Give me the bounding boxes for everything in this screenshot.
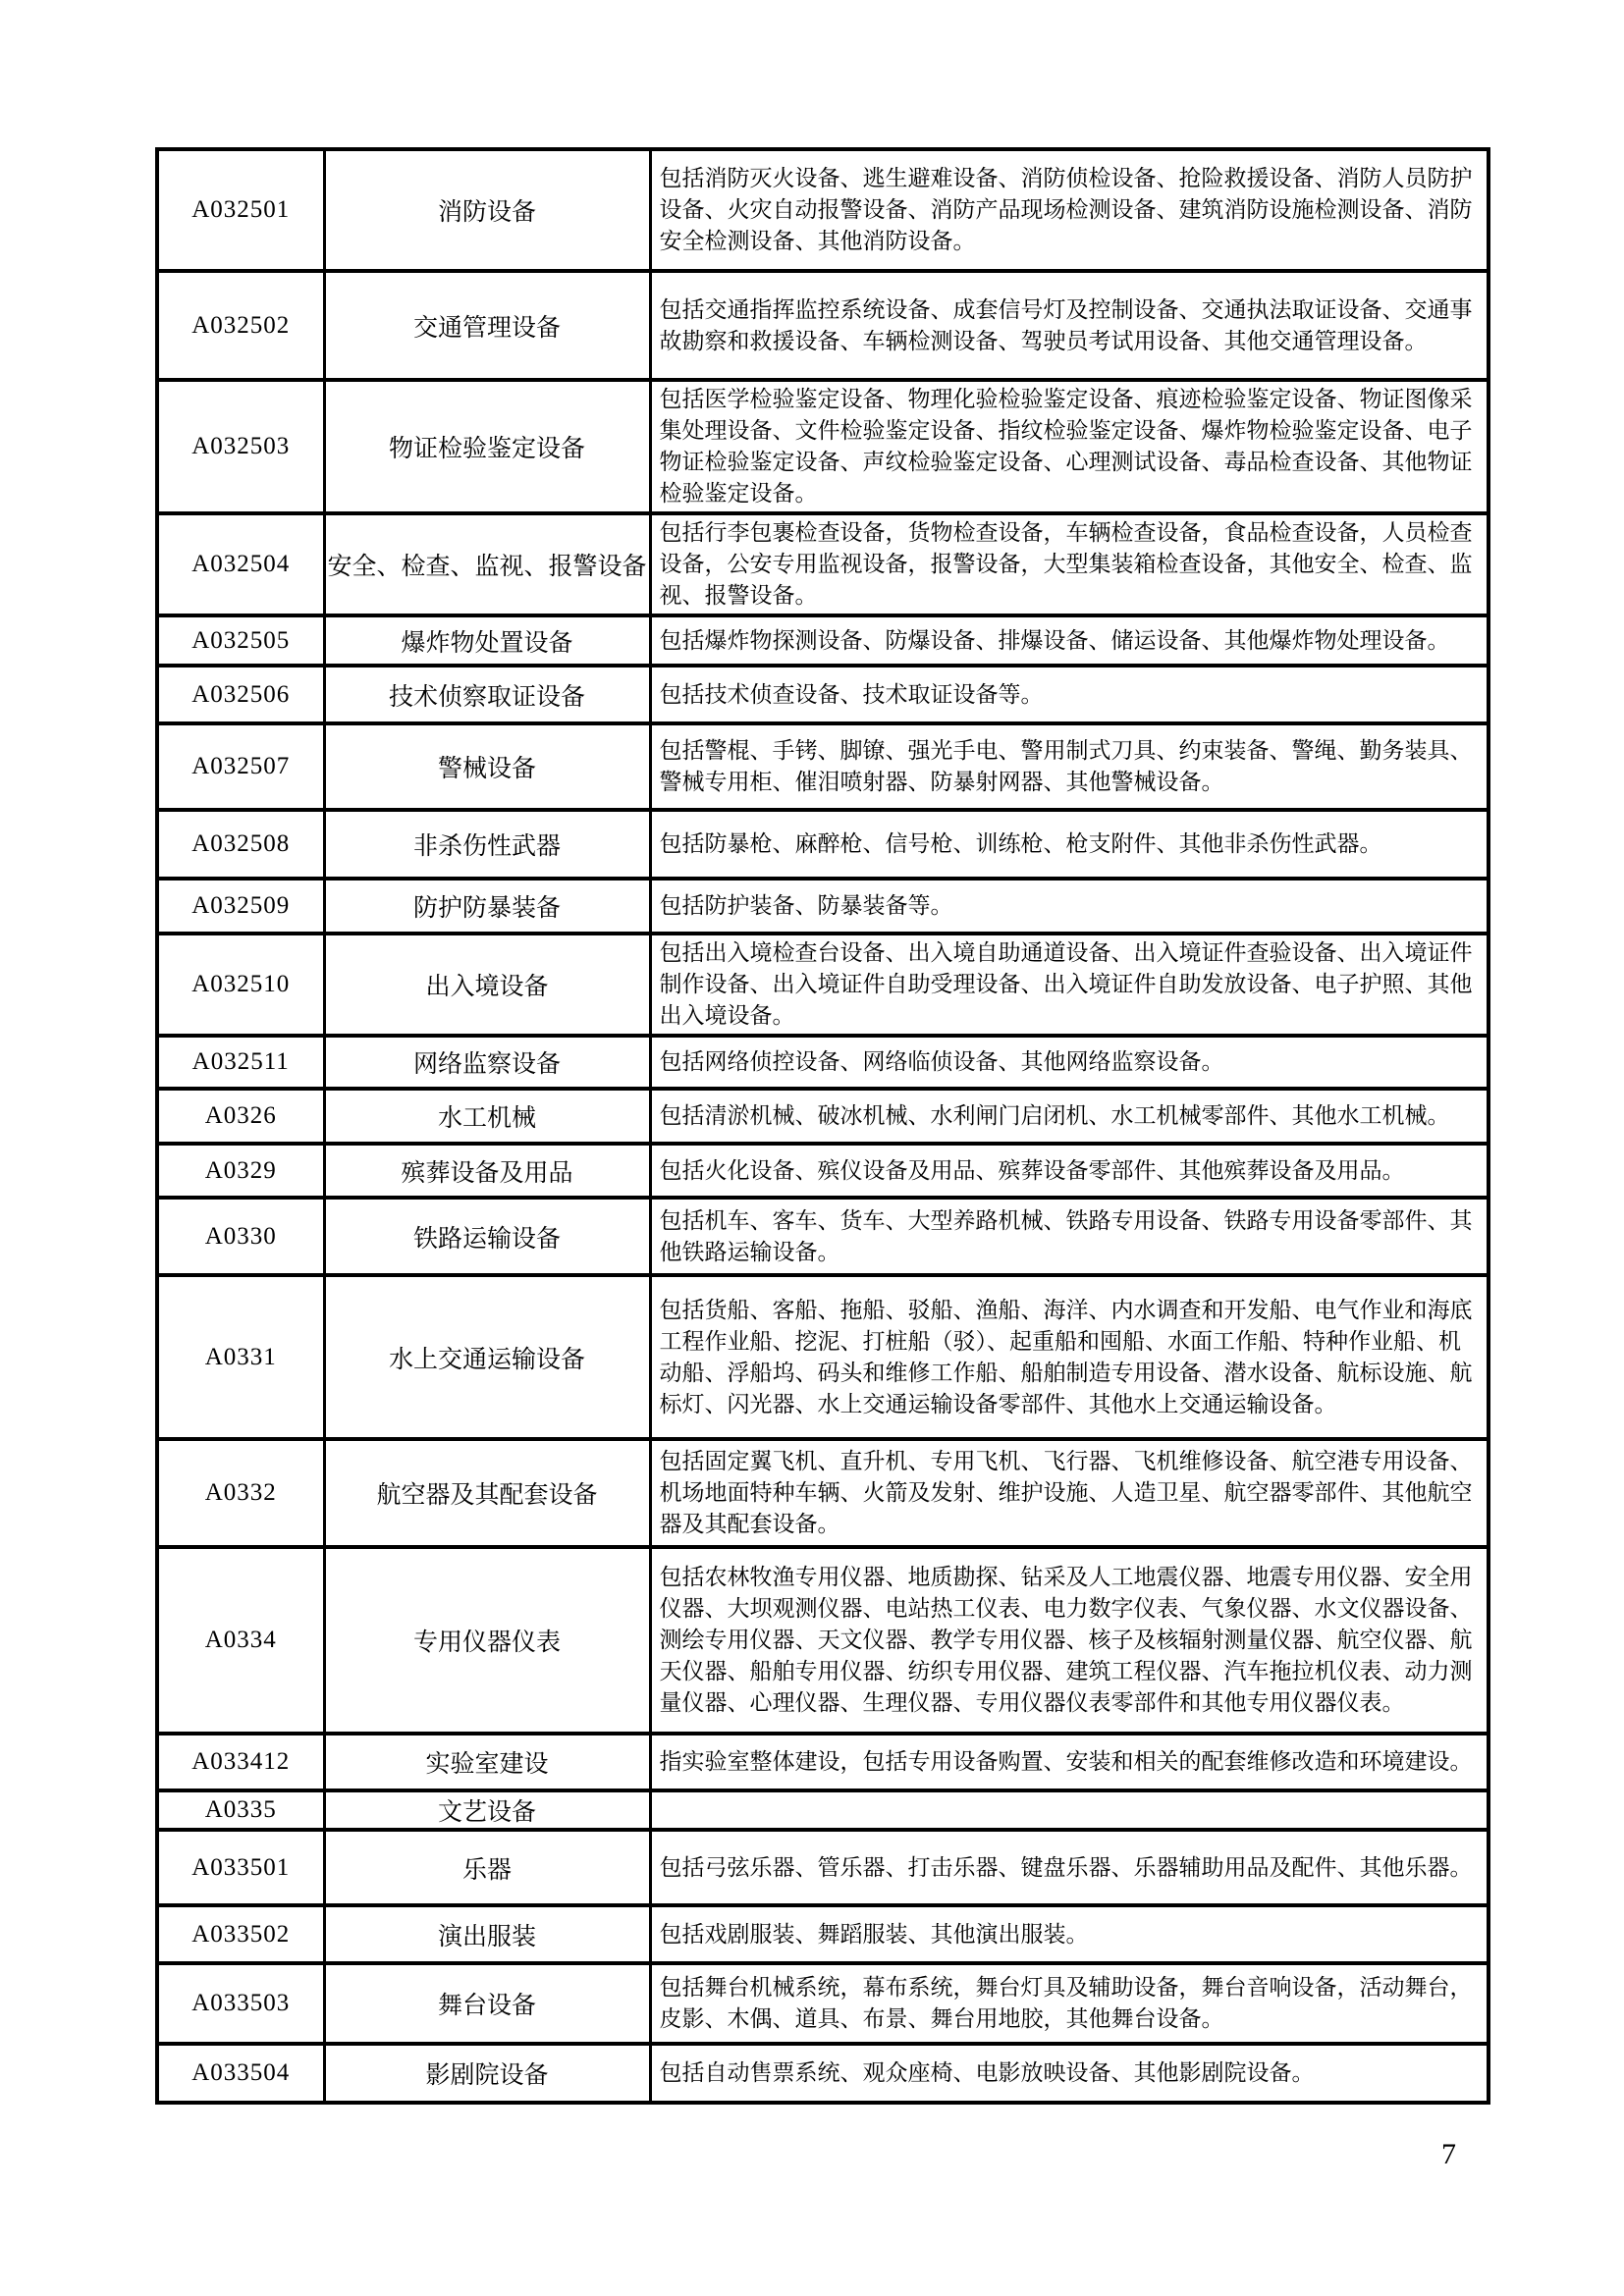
name-cell: 文艺设备 xyxy=(324,1790,650,1830)
code-cell: A033502 xyxy=(157,1905,324,1963)
name-cell: 航空器及其配套设备 xyxy=(324,1439,650,1547)
code-cell: A0330 xyxy=(157,1198,324,1275)
name-cell: 实验室建设 xyxy=(324,1734,650,1790)
name-cell: 铁路运输设备 xyxy=(324,1198,650,1275)
table-row xyxy=(157,271,1489,380)
table-row xyxy=(157,1089,1489,1144)
code-cell: A032510 xyxy=(157,934,324,1036)
description-cell: 包括警棍、手铐、脚镣、强光手电、警用制式刀具、约束装备、警绳、勤务装具、警械专用柜、催泪喷射器、防暴射网器、其他警械设备。 xyxy=(650,723,1489,810)
table-row xyxy=(157,1439,1489,1547)
description-cell: 包括爆炸物探测设备、防爆设备、排爆设备、储运设备、其他爆炸物处理设备。 xyxy=(650,615,1489,666)
table-row xyxy=(157,723,1489,810)
table-row xyxy=(157,2044,1489,2103)
description-cell: 包括网络侦控设备、网络临侦设备、其他网络监察设备。 xyxy=(650,1036,1489,1089)
code-cell: A032511 xyxy=(157,1036,324,1089)
code-cell: A033504 xyxy=(157,2044,324,2103)
name-cell: 消防设备 xyxy=(324,149,650,271)
table-row xyxy=(157,666,1489,723)
code-cell: A0331 xyxy=(157,1275,324,1439)
description-cell: 包括出入境检查台设备、出入境自助通道设备、出入境证件查验设备、出入境证件制作设备、出入境证件自助受理设备、出入境证件自助发放设备、电子护照、其他出入境设备。 xyxy=(650,934,1489,1036)
code-cell: A032506 xyxy=(157,666,324,723)
code-cell: A0326 xyxy=(157,1089,324,1144)
name-cell: 网络监察设备 xyxy=(324,1036,650,1089)
code-cell: A032503 xyxy=(157,380,324,513)
table-row xyxy=(157,513,1489,615)
page-number: 7 xyxy=(1441,2138,1456,2170)
name-cell: 警械设备 xyxy=(324,723,650,810)
code-cell: A032507 xyxy=(157,723,324,810)
description-cell: 包括火化设备、殡仪设备及用品、殡葬设备零部件、其他殡葬设备及用品。 xyxy=(650,1144,1489,1198)
name-cell: 殡葬设备及用品 xyxy=(324,1144,650,1198)
code-cell: A032508 xyxy=(157,810,324,879)
table-row xyxy=(157,810,1489,879)
name-cell: 演出服装 xyxy=(324,1905,650,1963)
name-cell: 技术侦察取证设备 xyxy=(324,666,650,723)
name-cell: 非杀伤性武器 xyxy=(324,810,650,879)
table-row xyxy=(157,934,1489,1036)
description-cell: 包括技术侦查设备、技术取证设备等。 xyxy=(650,666,1489,723)
table-row xyxy=(157,1790,1489,1830)
name-cell: 影剧院设备 xyxy=(324,2044,650,2103)
table-row xyxy=(157,1198,1489,1275)
code-cell: A0334 xyxy=(157,1547,324,1734)
table-row xyxy=(157,1275,1489,1439)
table-row xyxy=(157,380,1489,513)
code-cell: A0335 xyxy=(157,1790,324,1830)
classification-table xyxy=(155,147,1490,2105)
table-row xyxy=(157,149,1489,271)
code-cell: A032502 xyxy=(157,271,324,380)
table-row xyxy=(157,1963,1489,2044)
table-row xyxy=(157,615,1489,666)
description-cell: 包括戏剧服装、舞蹈服装、其他演出服装。 xyxy=(650,1905,1489,1963)
description-cell xyxy=(650,1790,1489,1830)
name-cell: 防护防暴装备 xyxy=(324,879,650,934)
name-cell: 水上交通运输设备 xyxy=(324,1275,650,1439)
description-cell: 包括消防灭火设备、逃生避难设备、消防侦检设备、抢险救援设备、消防人员防护设备、火灾自动报警设备、消防产品现场检测设备、建筑消防设施检测设备、消防安全检测设备、其他消防设备。 xyxy=(650,149,1489,271)
table-row xyxy=(157,879,1489,934)
description-cell: 包括农林牧渔专用仪器、地质勘探、钻采及人工地震仪器、地震专用仪器、安全用仪器、大坝观测仪器、电站热工仪表、电力数字仪表、气象仪器、水文仪器设备、测绘专用仪器、天文仪器、教学专用仪器、核子及核辐射测量仪器、航空仪器、航天仪器、船舶专用仪器、纺织专用仪器、建筑工程仪器、汽车拖拉机仪表、动力测量仪器、心理仪器、生理仪器、专用仪器仪表零部件和其他专用仪器仪表。 xyxy=(650,1547,1489,1734)
code-cell: A033503 xyxy=(157,1963,324,2044)
name-cell: 舞台设备 xyxy=(324,1963,650,2044)
description-cell: 包括交通指挥监控系统设备、成套信号灯及控制设备、交通执法取证设备、交通事故勘察和救援设备、车辆检测设备、驾驶员考试用设备、其他交通管理设备。 xyxy=(650,271,1489,380)
table-row xyxy=(157,1036,1489,1089)
table-row xyxy=(157,1905,1489,1963)
table-row xyxy=(157,1830,1489,1905)
name-cell: 出入境设备 xyxy=(324,934,650,1036)
description-cell: 包括清淤机械、破冰机械、水利闸门启闭机、水工机械零部件、其他水工机械。 xyxy=(650,1089,1489,1144)
description-cell: 包括医学检验鉴定设备、物理化验检验鉴定设备、痕迹检验鉴定设备、物证图像采集处理设备、文件检验鉴定设备、指纹检验鉴定设备、爆炸物检验鉴定设备、电子物证检验鉴定设备、声纹检验鉴定设备、心理测试设备、毒品检查设备、其他物证检验鉴定设备。 xyxy=(650,380,1489,513)
code-cell: A032505 xyxy=(157,615,324,666)
description-cell: 包括防护装备、防暴装备等。 xyxy=(650,879,1489,934)
name-cell: 专用仪器仪表 xyxy=(324,1547,650,1734)
table-row xyxy=(157,1734,1489,1790)
description-cell: 包括弓弦乐器、管乐器、打击乐器、键盘乐器、乐器辅助用品及配件、其他乐器。 xyxy=(650,1830,1489,1905)
description-cell: 包括机车、客车、货车、大型养路机械、铁路专用设备、铁路专用设备零部件、其他铁路运输设备。 xyxy=(650,1198,1489,1275)
code-cell: A0332 xyxy=(157,1439,324,1547)
table-row xyxy=(157,1547,1489,1734)
code-cell: A033501 xyxy=(157,1830,324,1905)
description-cell: 指实验室整体建设，包括专用设备购置、安装和相关的配套维修改造和环境建设。 xyxy=(650,1734,1489,1790)
name-cell: 爆炸物处置设备 xyxy=(324,615,650,666)
table-row xyxy=(157,1144,1489,1198)
description-cell: 包括自动售票系统、观众座椅、电影放映设备、其他影剧院设备。 xyxy=(650,2044,1489,2103)
code-cell: A033412 xyxy=(157,1734,324,1790)
name-cell: 安全、检查、监视、报警设备 xyxy=(324,513,650,615)
code-cell: A032504 xyxy=(157,513,324,615)
description-cell: 包括舞台机械系统，幕布系统，舞台灯具及辅助设备，舞台音响设备，活动舞台，皮影、木偶、道具、布景、舞台用地胶，其他舞台设备。 xyxy=(650,1963,1489,2044)
name-cell: 物证检验鉴定设备 xyxy=(324,380,650,513)
name-cell: 乐器 xyxy=(324,1830,650,1905)
description-cell: 包括行李包裹检查设备，货物检查设备，车辆检查设备，食品检查设备，人员检查设备，公安专用监视设备，报警设备，大型集装箱检查设备，其他安全、检查、监视、报警设备。 xyxy=(650,513,1489,615)
code-cell: A032509 xyxy=(157,879,324,934)
description-cell: 包括防暴枪、麻醉枪、信号枪、训练枪、枪支附件、其他非杀伤性武器。 xyxy=(650,810,1489,879)
code-cell: A0329 xyxy=(157,1144,324,1198)
code-cell: A032501 xyxy=(157,149,324,271)
name-cell: 交通管理设备 xyxy=(324,271,650,380)
description-cell: 包括货船、客船、拖船、驳船、渔船、海洋、内水调查和开发船、电气作业和海底工程作业船、挖泥、打桩船（驳）、起重船和囤船、水面工作船、特种作业船、机动船、浮船坞、码头和维修工作船、船舶制造专用设备、潜水设备、航标设施、航标灯、闪光器、水上交通运输设备零部件、其他水上交通运输设备。 xyxy=(650,1275,1489,1439)
description-cell: 包括固定翼飞机、直升机、专用飞机、飞行器、飞机维修设备、航空港专用设备、机场地面特种车辆、火箭及发射、维护设施、人造卫星、航空器零部件、其他航空器及其配套设备。 xyxy=(650,1439,1489,1547)
name-cell: 水工机械 xyxy=(324,1089,650,1144)
